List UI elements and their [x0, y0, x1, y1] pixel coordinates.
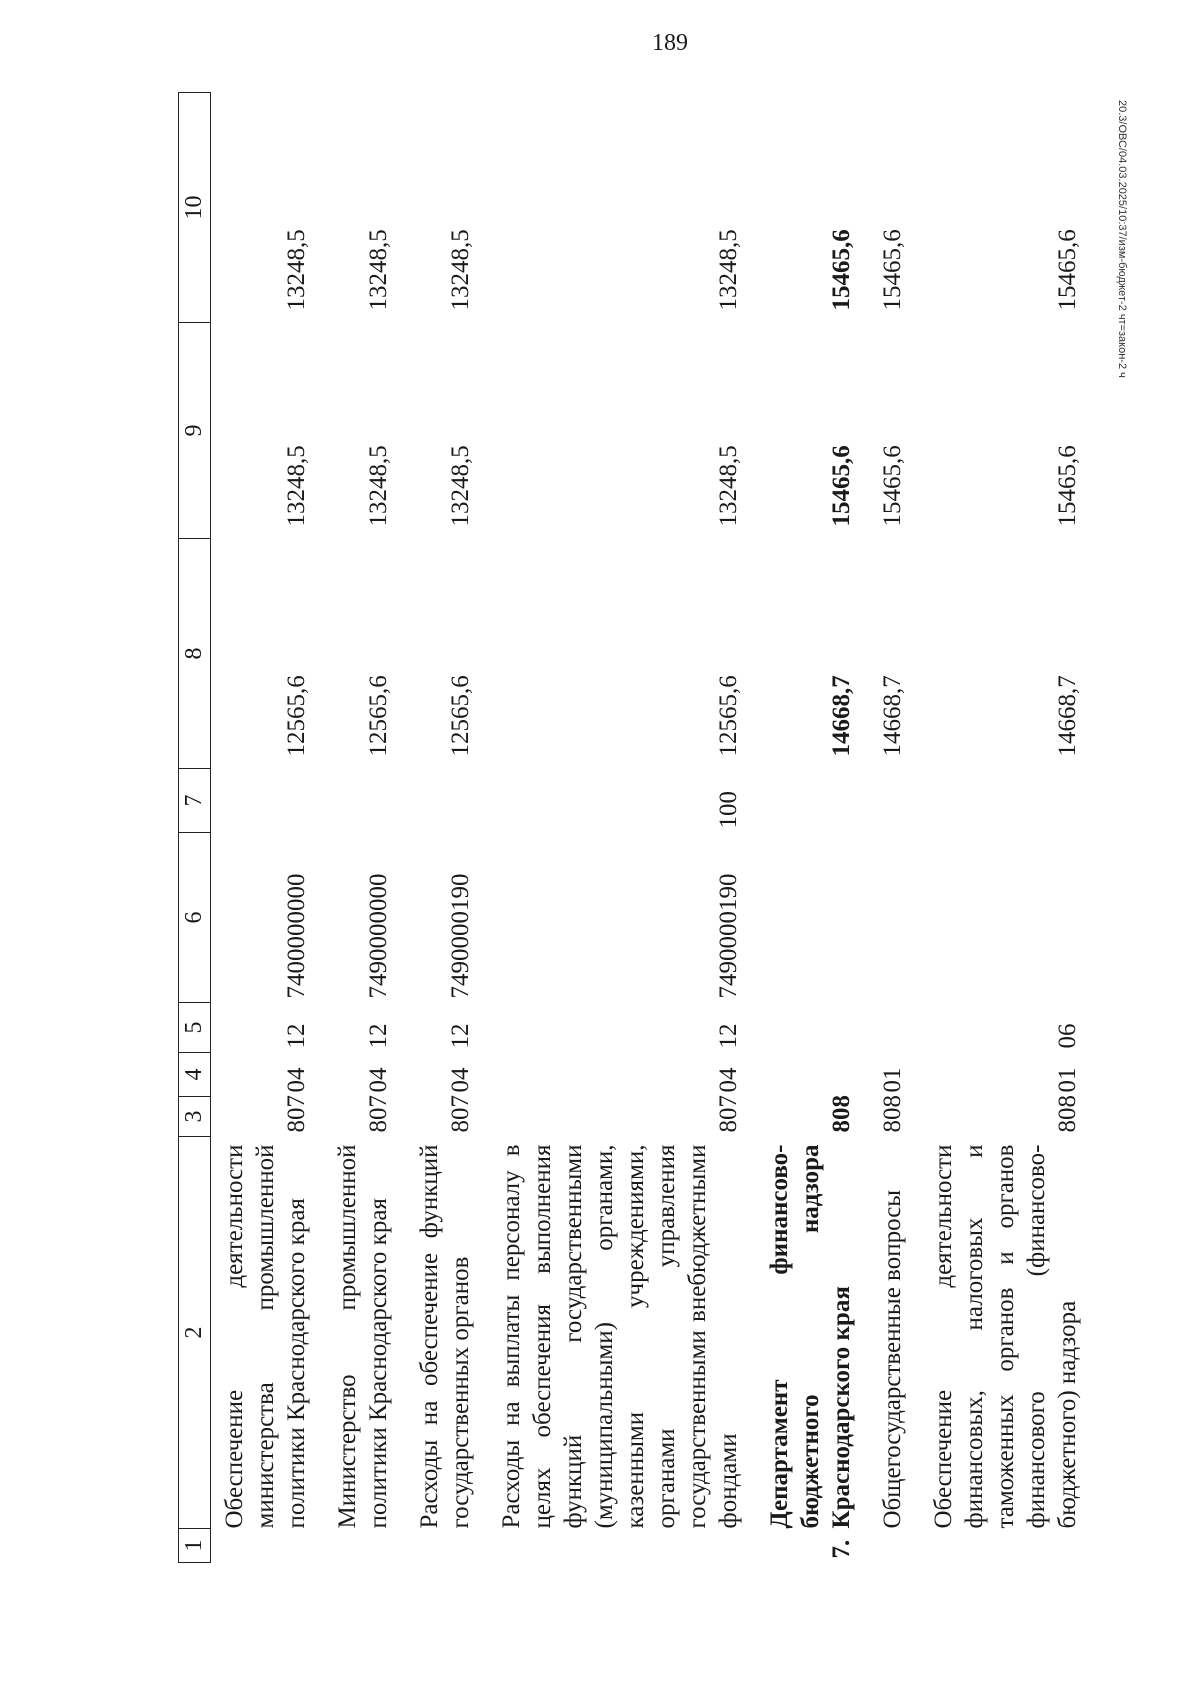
- row-name: Общегосударственные вопросы: [879, 1189, 906, 1529]
- row-ministry-code: 807: [365, 1095, 392, 1133]
- row-number: [211, 1529, 325, 1563]
- row-ministry-code: 807: [283, 1095, 310, 1133]
- row-expense-type-code: [211, 769, 325, 833]
- row-value-col10: 15465,6: [1054, 229, 1081, 311]
- row-value-col8: 12565,6: [283, 675, 310, 757]
- row-value-col8: 14668,7: [828, 675, 855, 757]
- row-expense-type-code: 100: [715, 791, 742, 829]
- row-section-code: 01: [879, 1067, 906, 1093]
- table-row: [211, 93, 325, 1563]
- table-row: [406, 93, 488, 1563]
- row-name: Департамент финансово-бюджетного надзора Краснодарского края: [766, 1144, 855, 1529]
- column-header: 4: [179, 1053, 211, 1097]
- row-section-code: 04: [283, 1067, 310, 1093]
- table-row: [324, 93, 406, 1563]
- row-value-col10: 15465,6: [828, 229, 855, 311]
- row-name: Обеспечение деятельности министерства промышленной политики Краснодарского края: [221, 1144, 310, 1529]
- row-expense-type-code: [324, 769, 406, 833]
- row-name: Министерство промышленной политики Краснодарского края: [334, 1144, 392, 1529]
- row-value-col8: 12565,6: [447, 675, 474, 757]
- row-value-col10: 13248,5: [447, 229, 474, 311]
- row-ministry-code: 808: [828, 1095, 855, 1133]
- row-value-col9: 13248,5: [447, 445, 474, 527]
- row-target-code: [869, 833, 920, 1003]
- column-header: 7: [179, 769, 211, 833]
- row-target-code: 7400000000: [283, 873, 310, 999]
- row-ministry-code: 808: [879, 1095, 906, 1133]
- row-target-code: 7490000190: [447, 873, 474, 999]
- row-value-col8: 14668,7: [879, 675, 906, 757]
- row-section-code: 01: [1054, 1067, 1081, 1093]
- table-row: [488, 93, 756, 1563]
- row-ministry-code: 808: [1054, 1095, 1081, 1133]
- column-header: 3: [179, 1097, 211, 1137]
- row-value-col9: 13248,5: [715, 445, 742, 527]
- row-value-col10: 13248,5: [715, 229, 742, 311]
- row-target-code: [756, 833, 869, 1003]
- row-expense-type-code: [406, 769, 488, 833]
- row-subsection-code: [869, 1003, 920, 1053]
- row-value-col10: 13248,5: [365, 229, 392, 311]
- row-value-col9: 15465,6: [879, 445, 906, 527]
- row-value-col9: 13248,5: [365, 445, 392, 527]
- column-header: 9: [179, 323, 211, 539]
- row-subsection-code: 12: [365, 1023, 392, 1049]
- row-section-code: 04: [447, 1067, 474, 1093]
- page-number: 189: [652, 30, 688, 56]
- row-value-col9: 15465,6: [828, 445, 855, 527]
- column-header: 1: [179, 1529, 211, 1563]
- row-name: Расходы на выплаты персоналу в целях обеспечения выполнения функций государственными (муниципальными) органами, казенными учреждениями, органами управления государственными внебюджетными фондами: [498, 1144, 742, 1529]
- row-subsection-code: 06: [1054, 1023, 1081, 1049]
- row-name: Обеспечение деятельности финансовых, налоговых и таможенных органов и органов финансового (финансово-бюджетного) надзора: [930, 1144, 1081, 1529]
- table-header-row: [179, 93, 211, 1563]
- row-value-col8: 12565,6: [715, 675, 742, 757]
- row-value-col10: 15465,6: [879, 229, 906, 311]
- row-value-col10: 13248,5: [283, 229, 310, 311]
- table-row: [756, 93, 869, 1563]
- row-subsection-code: 12: [715, 1023, 742, 1049]
- column-header: 10: [179, 93, 211, 323]
- row-subsection-code: [756, 1003, 869, 1053]
- row-number: [869, 1529, 920, 1563]
- row-number: 7.: [828, 1539, 855, 1559]
- row-target-code: [920, 833, 1095, 1003]
- table-row: [869, 93, 920, 1563]
- column-header: 5: [179, 1003, 211, 1053]
- column-header: 8: [179, 539, 211, 769]
- row-target-code: 7490000000: [365, 873, 392, 999]
- row-number: [406, 1529, 488, 1563]
- row-value-col9: 13248,5: [283, 445, 310, 527]
- row-ministry-code: 807: [715, 1095, 742, 1133]
- row-subsection-code: 12: [447, 1023, 474, 1049]
- row-ministry-code: 807: [447, 1095, 474, 1133]
- row-number: [488, 1529, 756, 1563]
- row-value-col8: 12565,6: [365, 675, 392, 757]
- row-expense-type-code: [920, 769, 1095, 833]
- table-row: [920, 93, 1095, 1563]
- row-number: [920, 1529, 1095, 1563]
- row-section-code: [756, 1053, 869, 1097]
- row-target-code: 7490000190: [715, 873, 742, 999]
- column-header: 6: [179, 833, 211, 1003]
- row-value-col8: 14668,7: [1054, 675, 1081, 757]
- row-expense-type-code: [869, 769, 920, 833]
- column-header: 2: [179, 1137, 211, 1529]
- row-section-code: 04: [365, 1067, 392, 1093]
- row-value-col9: 15465,6: [1054, 445, 1081, 527]
- row-section-code: 04: [715, 1067, 742, 1093]
- budget-table: [178, 92, 1095, 1563]
- row-subsection-code: 12: [283, 1023, 310, 1049]
- row-expense-type-code: [756, 769, 869, 833]
- row-number: [324, 1529, 406, 1563]
- row-name: Расходы на обеспечение функций государственных органов: [416, 1144, 474, 1529]
- document-footer-code: 20.3/ОВС/04.03.2025/10:37/изм-бюджет-2 чт=закон-2 ч: [1116, 100, 1128, 378]
